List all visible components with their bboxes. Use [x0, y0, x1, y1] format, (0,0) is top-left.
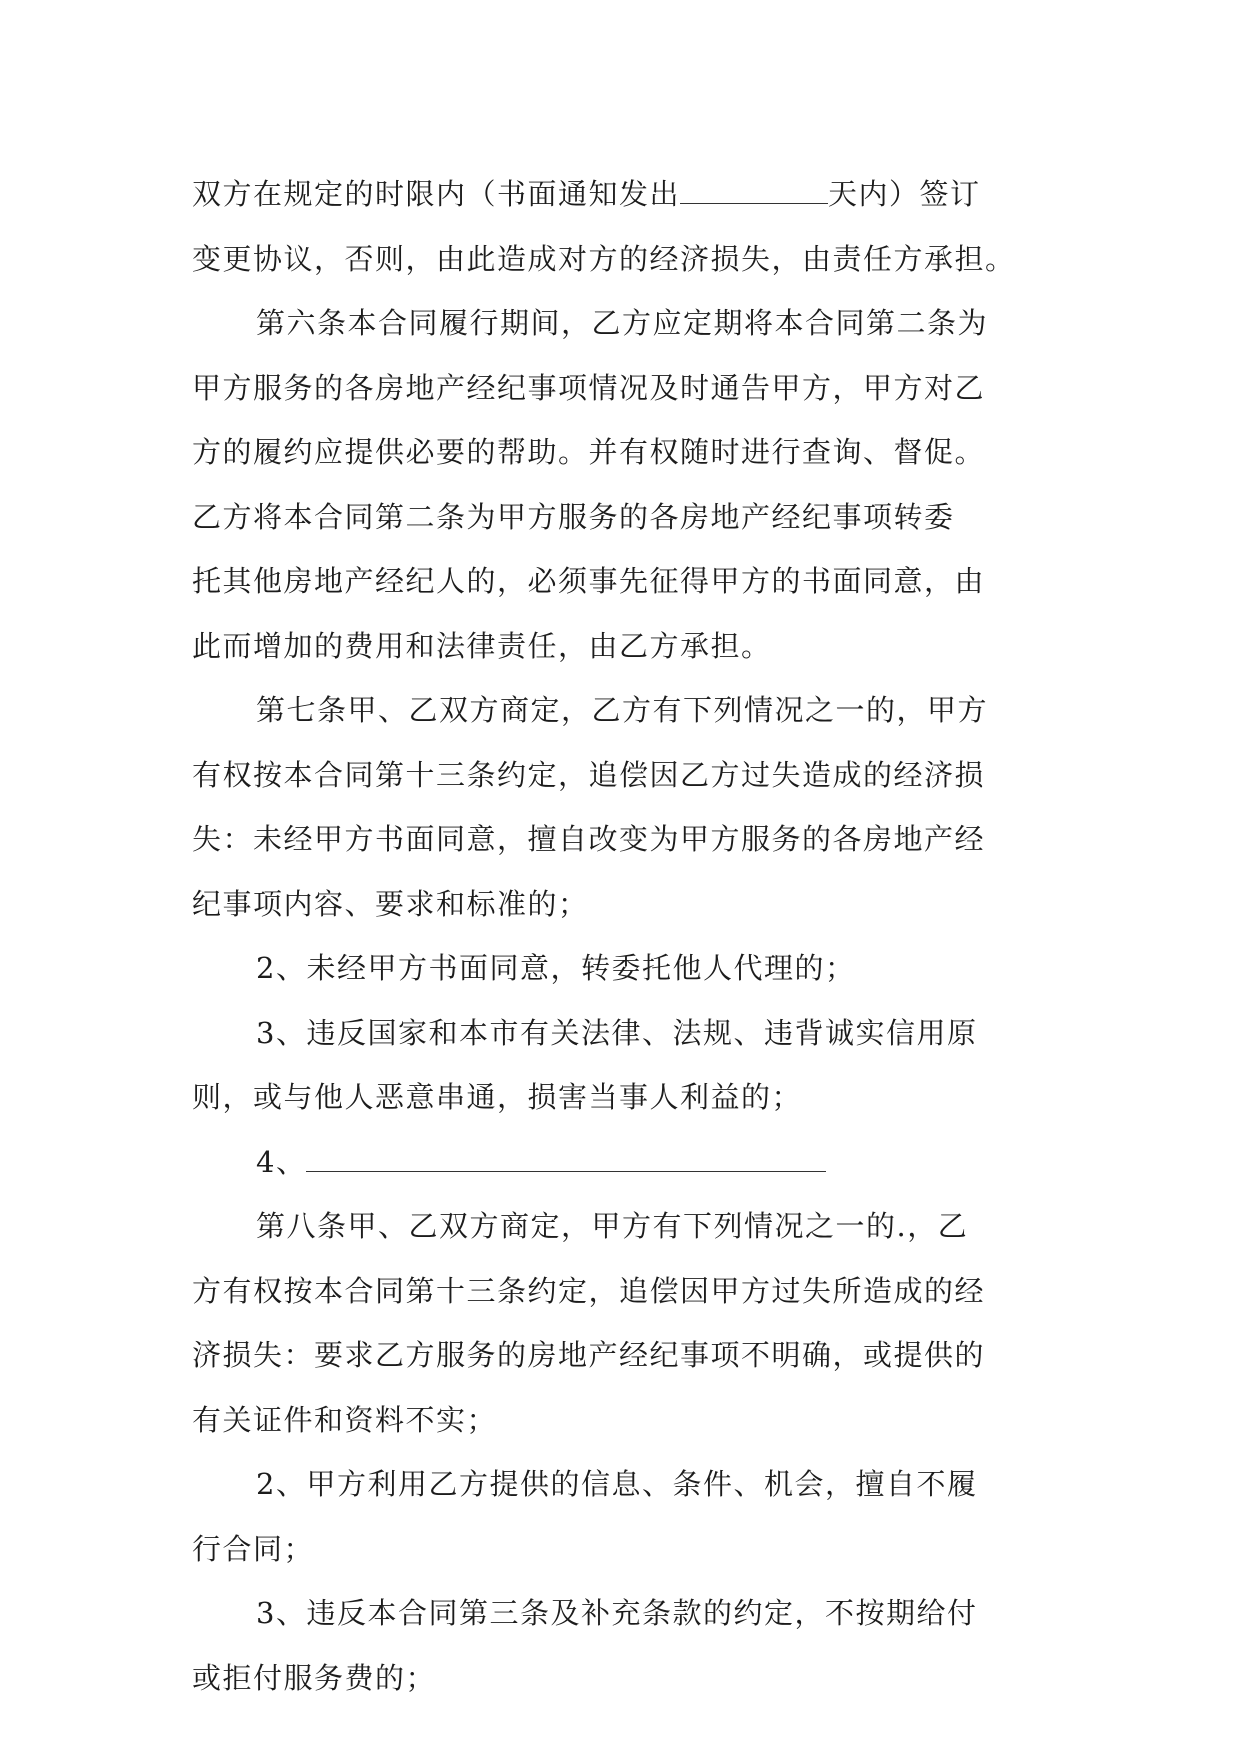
text-line	[192, 1130, 1052, 1195]
text-line: 托其他房地产经纪人的，必须事先征得甲方的书面同意，由	[192, 564, 986, 598]
text-line: 有权按本合同第十三条约定，追偿因乙方过失造成的经济损	[192, 757, 986, 792]
text-line: 第八条甲、乙双方商定，甲方有下列情况之一的.，乙	[256, 1209, 969, 1243]
text-segment: 天内）签订	[828, 177, 981, 211]
text-line: 方有权按本合同第十三条约定，追偿因甲方过失所造成的经	[192, 1273, 986, 1308]
text-line: 或拒付服务费的；	[192, 1660, 437, 1695]
text-line: 纪事项内容、要求和标准的；	[192, 886, 589, 921]
text-line: 此而增加的费用和法律责任，由乙方承担。	[192, 628, 772, 663]
text-line: 行合同；	[192, 1531, 315, 1566]
text-line: 乙方将本合同第二条为甲方服务的各房地产经纪事项转委	[192, 499, 955, 534]
text-line: 方的履约应提供必要的帮助。并有权随时进行查询、督促。	[192, 435, 986, 469]
text-line: 2、甲方利用乙方提供的信息、条件、机会，擅自不履	[256, 1467, 978, 1501]
fill-in-blank	[306, 1149, 826, 1172]
text-line: 甲方服务的各房地产经纪事项情况及时通告甲方，甲方对乙	[192, 370, 986, 405]
text-line: 则，或与他人恶意串通，损害当事人利益的；	[192, 1080, 803, 1114]
contract-body	[192, 162, 1052, 1710]
text-line: 2、未经甲方书面同意，转委托他人代理的；	[256, 951, 856, 985]
fill-in-blank	[680, 181, 828, 204]
text-line: 第六条本合同履行期间，乙方应定期将本合同第二条为	[256, 306, 989, 340]
text-line: 第七条甲、乙双方商定，乙方有下列情况之一的，甲方	[256, 693, 989, 727]
text-line: 有关证件和资料不实；	[192, 1402, 498, 1437]
text-line: 济损失：要求乙方服务的房地产经纪事项不明确，或提供的	[192, 1338, 986, 1372]
text-line: 失：未经甲方书面同意，擅自改变为甲方服务的各房地产经	[192, 822, 986, 856]
text-line	[192, 162, 1052, 227]
text-segment: 4、	[256, 1144, 307, 1179]
text-line: 变更协议，否则，由此造成对方的经济损失，由责任方承担。	[192, 241, 1016, 276]
text-line: 3、违反本合同第三条及补充条款的约定，不按期给付	[256, 1596, 978, 1630]
text-segment: 双方在规定的时限内（书面通知发出	[192, 177, 681, 211]
text-line: 3、违反国家和本市有关法律、法规、违背诚实信用原	[256, 1015, 978, 1050]
